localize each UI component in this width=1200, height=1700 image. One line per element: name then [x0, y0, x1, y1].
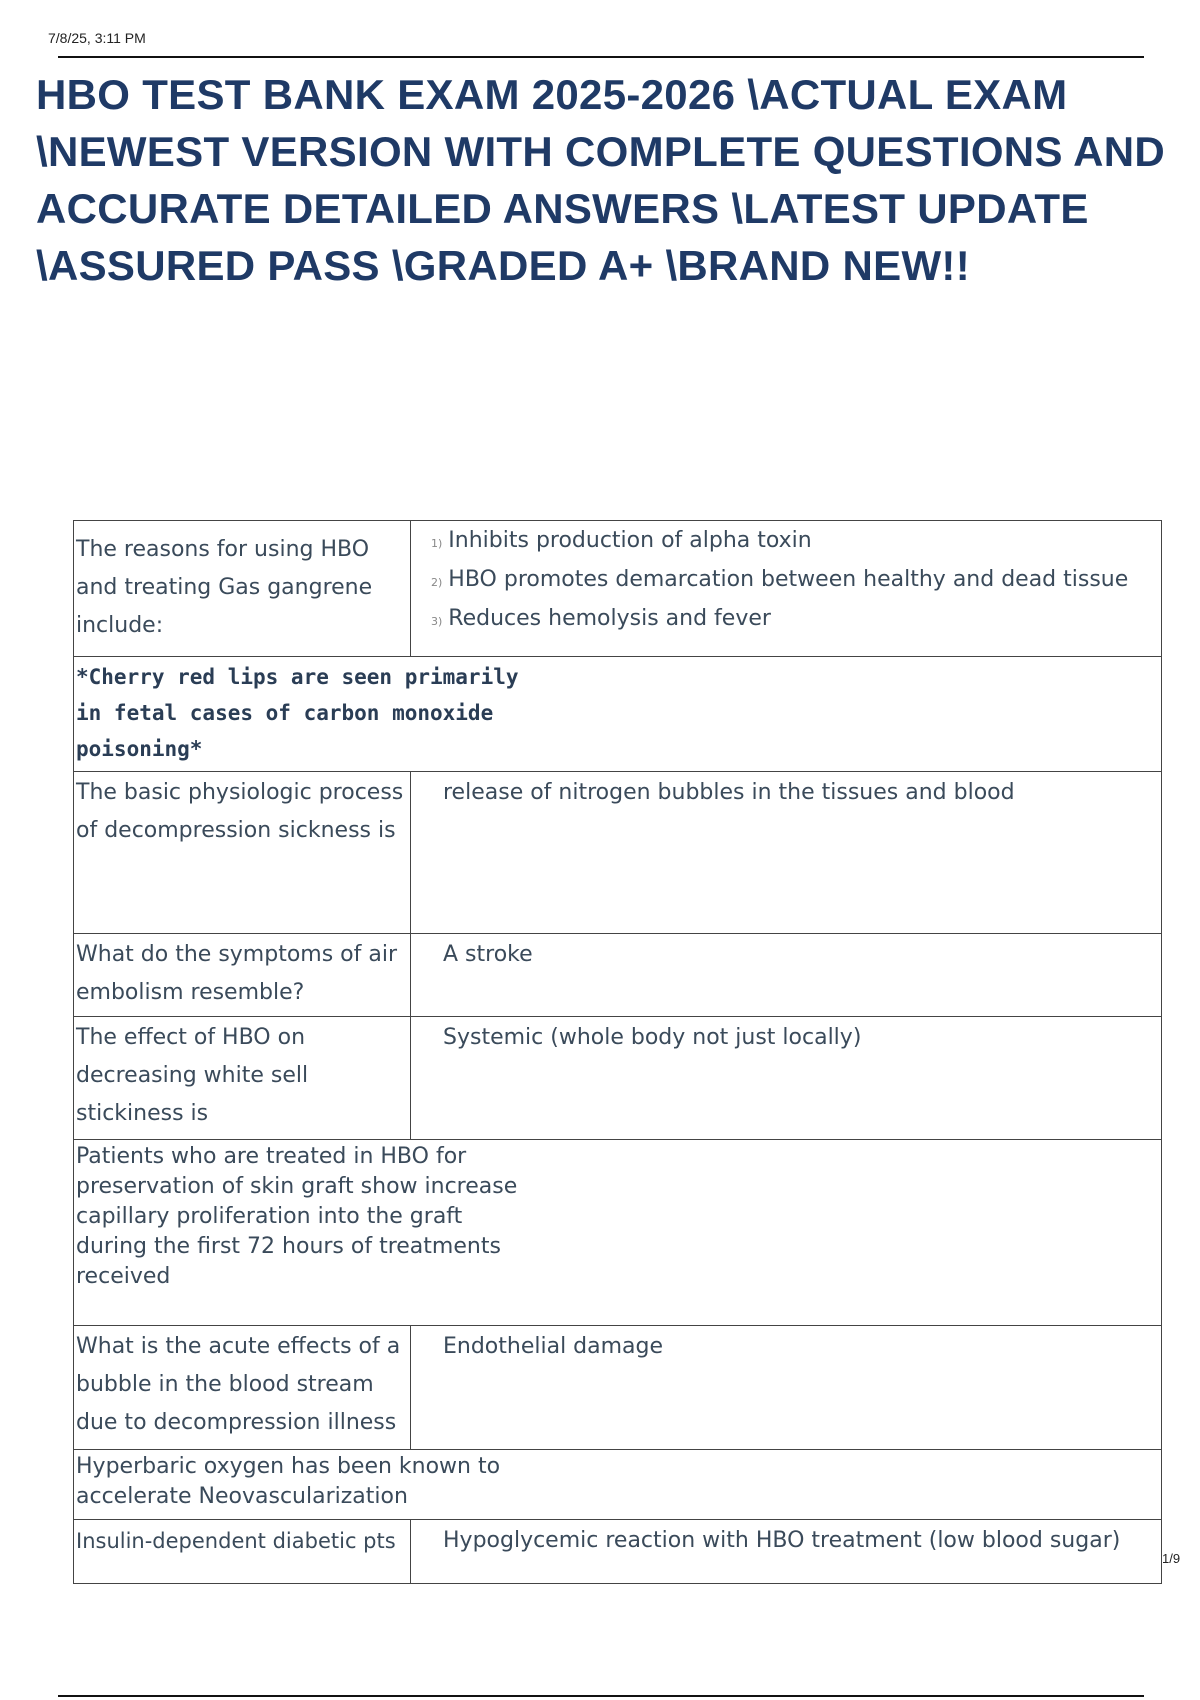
answer-cell: Endothelial damage	[411, 1326, 1162, 1450]
question-cell: What do the symptoms of air embolism resemble?	[74, 934, 411, 1017]
table-row	[74, 1017, 1162, 1140]
full-width-cell	[74, 1450, 1162, 1520]
answer-cell	[411, 521, 1162, 657]
answer-cell: Hypoglycemic reaction with HBO treatment (low blood sugar)	[411, 1520, 1162, 1584]
table-row	[74, 1520, 1162, 1584]
table-row	[74, 1326, 1162, 1450]
table-row	[74, 934, 1162, 1017]
print-timestamp: 7/8/25, 3:11 PM	[48, 30, 146, 46]
list-item	[431, 601, 1159, 640]
table-row	[74, 1140, 1162, 1326]
page-number: 1/9	[1162, 1551, 1181, 1566]
answer-cell: Systemic (whole body not just locally)	[411, 1017, 1162, 1140]
question-cell: The effect of HBO on decreasing white sell stickiness is	[74, 1017, 411, 1140]
table-row	[74, 772, 1162, 934]
question-answer-table	[73, 520, 1162, 1584]
question-cell: The reasons for using HBO and treating Gas gangrene include:	[74, 521, 411, 657]
answer-text: Reduces hemolysis and fever	[448, 606, 771, 631]
table-row	[74, 521, 1162, 657]
table-row	[74, 1450, 1162, 1520]
footer-divider	[58, 1695, 1144, 1697]
full-width-cell	[74, 1140, 1162, 1326]
statement-text: Hyperbaric oxygen has been known to accelerate Neovascularization	[76, 1454, 501, 1509]
answer-text: Inhibits production of alpha toxin	[448, 528, 812, 553]
note-cell	[74, 657, 1162, 772]
answer-text: HBO promotes demarcation between healthy and dead tissue	[448, 567, 1129, 592]
question-cell: What is the acute effects of a bubble in the blood stream due to decompression illness	[74, 1326, 411, 1450]
list-item	[431, 562, 1159, 601]
question-cell: The basic physiologic process of decompression sickness is	[74, 772, 411, 934]
question-cell: Insulin-dependent diabetic pts	[74, 1520, 411, 1584]
header-divider	[58, 56, 1144, 58]
table-row	[74, 657, 1162, 772]
list-item	[431, 523, 1159, 562]
statement-text: Patients who are treated in HBO for preservation of skin graft show increase capillary proliferation into the graft during the first 72 hours of treatments received	[76, 1144, 518, 1289]
answer-list	[431, 523, 1159, 640]
document-title: HBO TEST BANK EXAM 2025-2026 \ACTUAL EXAM \NEWEST VERSION WITH COMPLETE QUESTIONS AND ACCURATE DETAILED ANSWERS \LATEST UPDATE \ASSURED PASS \GRADED A+ \BRAND NEW!!	[36, 71, 1166, 289]
list-number: 3)	[431, 615, 443, 628]
list-number: 2)	[431, 576, 443, 589]
note-text: *Cherry red lips are seen primarily in fetal cases of carbon monoxide poisoning*	[76, 665, 519, 761]
answer-cell: release of nitrogen bubbles in the tissues and blood	[411, 772, 1162, 934]
list-number: 1)	[431, 537, 443, 550]
answer-cell: A stroke	[411, 934, 1162, 1017]
